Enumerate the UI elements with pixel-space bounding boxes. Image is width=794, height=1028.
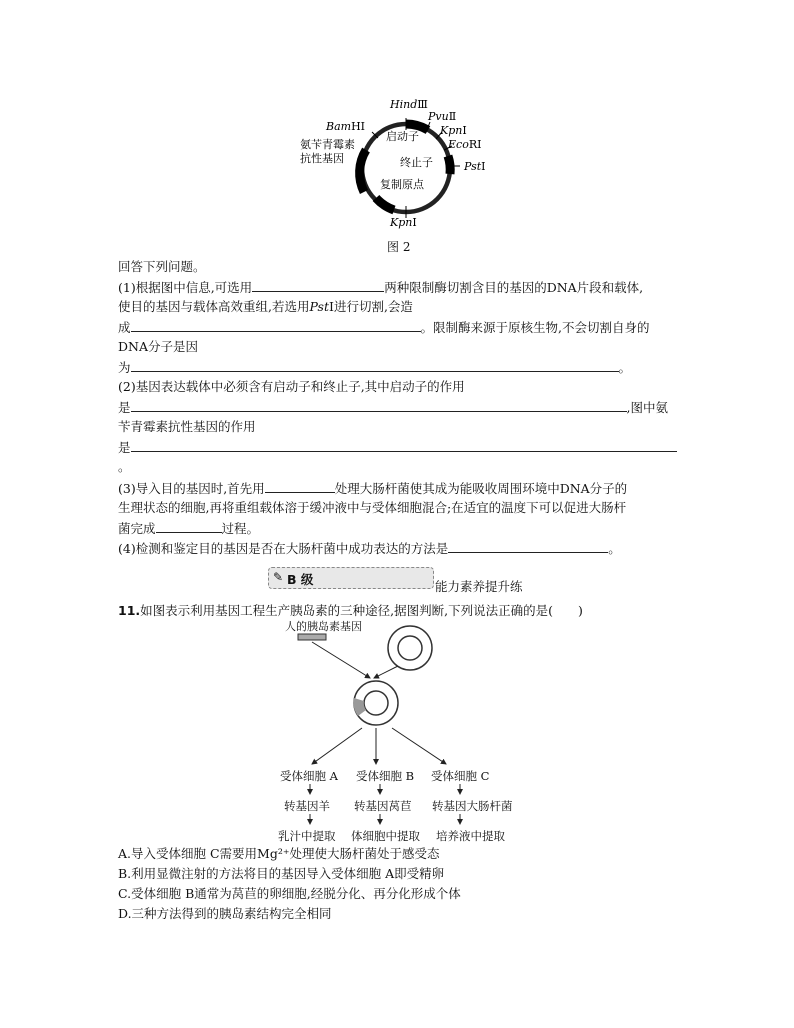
section-badge (268, 567, 434, 589)
q2-line4 (118, 439, 677, 455)
q2-text-e: 是 (118, 440, 131, 455)
kpn-bottom-label: KpnⅠ (390, 216, 417, 229)
pencil-icon: ✎ (273, 570, 284, 584)
pvu-label: PvuⅡ (428, 110, 457, 123)
q3-text-e: 过程。 (221, 521, 260, 536)
q3-line1 (118, 480, 627, 496)
q1-text-b: 两种限制酶切割含目的基因的DNA片段和载体, (384, 280, 644, 295)
q3-text-a: (3)导入目的基因时,首先用 (118, 481, 265, 496)
promoter-label: 启动子 (386, 130, 419, 143)
kpn-top-label: KpnⅠ (440, 124, 467, 137)
transgenic-c-label: 转基因大肠杆菌 (432, 799, 513, 813)
extract-c-label: 培养液中提取 (436, 829, 505, 843)
q1-pst-num: Ⅰ (329, 299, 334, 314)
option-b[interactable]: B.利用显微注射的方法将目的基因导入受体细胞 A即受精卵 (118, 866, 445, 881)
section-level: B 级 (287, 572, 314, 587)
q2-line3: 苄青霉素抗性基因的作用 (118, 419, 256, 434)
cell-c-label: 受体细胞 C (431, 769, 490, 783)
intro-text: 回答下列问题。 (118, 259, 206, 274)
transgenic-a-label: 转基因羊 (284, 799, 330, 813)
q1-blank-enzymes[interactable] (252, 279, 384, 292)
q1-blank-result[interactable] (131, 319, 421, 332)
q2-line2 (118, 399, 668, 415)
q4-blank-method[interactable] (448, 540, 608, 553)
terminator-label: 终止子 (400, 156, 433, 169)
q1-line4: DNA分子是因 (118, 339, 198, 354)
arrow-to-c (392, 728, 446, 764)
q1-line3 (118, 319, 650, 335)
resistance-label-2: 抗性基因 (300, 152, 344, 165)
terminator-segment (448, 156, 450, 174)
figure-caption: 图 2 (387, 240, 411, 254)
ecor-label: EcoRⅠ (448, 138, 482, 151)
cell-a-label: 受体细胞 A (280, 769, 338, 783)
q1-text-d: 进行切割,会造 (333, 299, 413, 314)
gene-arrow (312, 642, 370, 678)
recombinant-inner (364, 691, 388, 715)
plasmid-arrow (374, 666, 398, 678)
q1-text-a: (1)根据图中信息,可选用 (118, 280, 253, 295)
q4-text-a: (4)检测和鉴定目的基因是否在大肠杆菌中成功表达的方法是 (118, 541, 449, 556)
q11-stem (118, 603, 583, 619)
q4-end: 。 (608, 541, 621, 556)
q1-end: 。 (618, 360, 632, 375)
q2-blank-promoter[interactable] (131, 399, 627, 412)
q2-blank-resistance[interactable] (131, 439, 677, 452)
option-d[interactable]: D.三种方法得到的胰岛素结构完全相同 (118, 906, 332, 921)
ori-segment (376, 198, 394, 210)
resistance-segment (360, 150, 366, 192)
source-plasmid-inner (398, 636, 422, 660)
q2-end: 。 (118, 459, 131, 474)
q2-text-b: 是 (118, 400, 131, 415)
insulin-gene-bar (298, 634, 326, 640)
q1-text-e: 成 (118, 320, 131, 335)
q1-text-c: 使目的基因与载体高效重组,若选用 (118, 299, 310, 314)
q1-line1 (118, 279, 643, 295)
q3-text-b: 处理大肠杆菌使其成为能吸收周围环境中DNA分子的 (334, 481, 628, 496)
option-a[interactable]: A.导入受体细胞 C需要用Mg²⁺处理使大肠杆菌处于感受态 (118, 846, 440, 861)
q11-number: 11. (118, 603, 141, 618)
pst-label: PstⅠ (464, 160, 486, 173)
resistance-label-1: 氨苄青霉素 (300, 138, 355, 151)
option-c[interactable]: C.受体细胞 B通常为莴苣的卵细胞,经脱分化、再分化形成个体 (118, 886, 461, 901)
q1-text-h: 为 (118, 360, 131, 375)
q1-text-f: 。限制酶来源于原核生物,不会切割自身的 (420, 320, 650, 335)
source-plasmid-outer (388, 626, 432, 670)
gene-label: 人的胰岛素基因 (285, 620, 362, 633)
q3-blank-process[interactable] (156, 520, 222, 533)
q2-line1: (2)基因表达载体中必须含有启动子和终止子,其中启动子的作用 (118, 379, 465, 394)
q1-blank-reason[interactable] (131, 359, 619, 372)
arrow-to-a (312, 728, 362, 764)
transgenic-b-label: 转基因莴苣 (354, 799, 412, 813)
q3-text-d: 菌完成 (118, 521, 156, 536)
q1-line5 (118, 359, 631, 375)
q3-line2: 生理状态的细胞,再将重组载体溶于缓冲液中与受体细胞混合;在适宜的温度下可以促进大肠杆 (118, 500, 627, 515)
q1-line2 (118, 299, 413, 315)
q11-stem-text: 如图表示利用基因工程生产胰岛素的三种途径,据图判断,下列说法正确的是( ) (140, 603, 583, 618)
bam-label: BamHⅠ (326, 120, 366, 133)
q4-line1 (118, 540, 621, 556)
q2-text-c: ,图中氨 (626, 400, 668, 415)
plasmid-diagram (280, 92, 520, 232)
q3-blank-reagent[interactable] (265, 480, 335, 493)
q3-line3 (118, 520, 259, 536)
hind-label: HindⅢ (390, 98, 428, 111)
extract-a-label: 乳汁中提取 (278, 829, 336, 843)
cell-b-label: 受体细胞 B (356, 769, 415, 783)
q1-pst: Pst (309, 299, 329, 314)
section-subtitle: 能力素养提升练 (435, 579, 523, 594)
extract-b-label: 体细胞中提取 (351, 829, 420, 843)
ori-label: 复制原点 (380, 178, 424, 191)
